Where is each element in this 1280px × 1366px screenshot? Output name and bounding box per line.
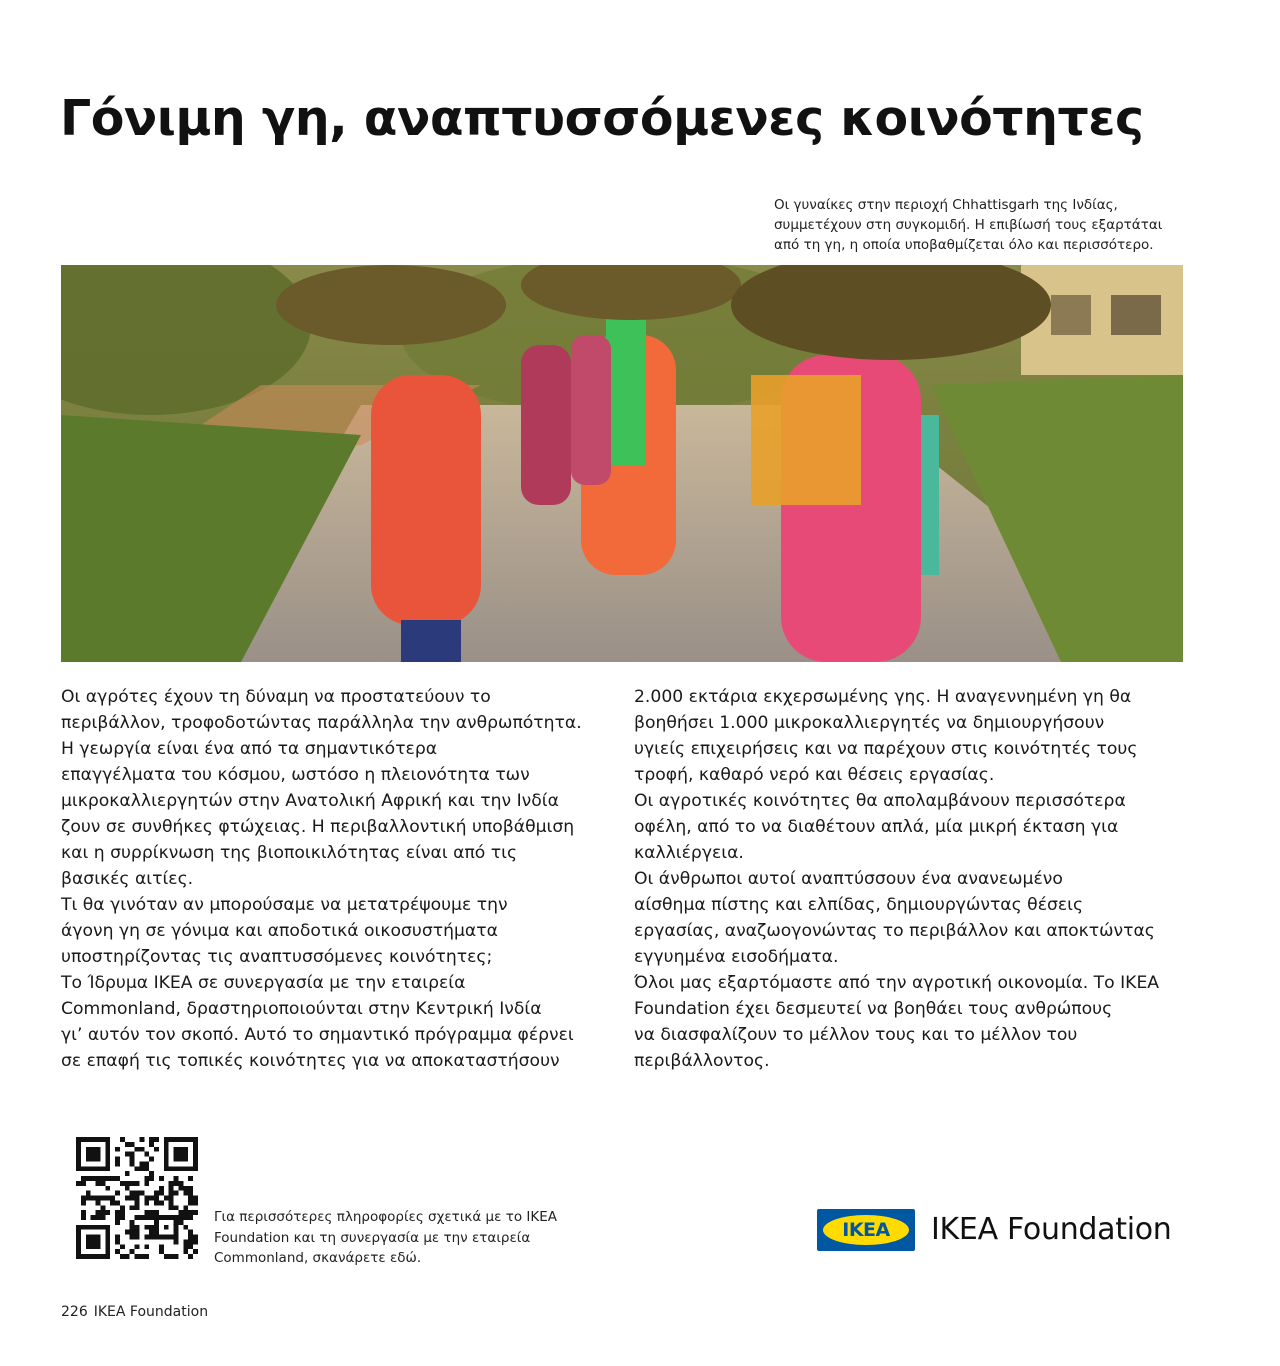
page-footer	[61, 1302, 208, 1322]
text-line: βασικές αιτίες.	[61, 869, 194, 889]
qr-caption-line: Foundation και τη συνεργασία με την εταιρεία	[214, 1229, 531, 1246]
text-line: Οι αγροτικές κοινότητες θα απολαμβάνουν περισσότερα	[634, 791, 1126, 811]
text-line: Οι άνθρωποι αυτοί αναπτύσσουν ένα ανανεωμένο	[634, 869, 1063, 889]
text-line: Commonland, δραστηριοποιούνται στην Κεντρική Ινδία	[61, 999, 542, 1019]
body-text-left	[61, 684, 616, 1074]
text-line: περιβάλλον, τροφοδοτώντας παράλληλα την ανθρωπότητα.	[61, 713, 582, 733]
text-line: και η συρρίκνωση της βιοποικιλότητας είναι από τις	[61, 843, 518, 863]
text-line: Το Ίδρυμα IKEA σε συνεργασία με την εταιρεία	[61, 973, 466, 993]
text-line: 2.000 εκτάρια εκχερσωμένης γης. Η αναγεννημένη γη θα	[634, 687, 1132, 707]
text-line: σε επαφή τις τοπικές κοινότητες για να αποκαταστήσουν	[61, 1051, 560, 1071]
logo-oval	[823, 1215, 909, 1245]
text-line: περιβάλλοντος.	[634, 1051, 770, 1071]
text-line: τροφή, καθαρό νερό και θέσεις εργασίας.	[634, 765, 995, 785]
text-line: Η γεωργία είναι ένα από τα σημαντικότερα	[61, 739, 438, 759]
hero-photo	[61, 265, 1183, 662]
text-line: άγονη γη σε γόνιμα και αποδοτικά οικοσυστήματα	[61, 921, 498, 941]
qr-code-icon[interactable]	[76, 1137, 198, 1259]
ikea-logo-icon	[817, 1209, 915, 1251]
caption-line: από τη γη, η οποία υποβαθμίζεται όλο και περισσότερο.	[774, 237, 1154, 253]
text-line: να διασφαλίζουν το μέλλον τους και το μέλλον του	[634, 1025, 1078, 1045]
caption-line: Οι γυναίκες στην περιοχή Chhattisgarh της Ινδίας,	[774, 197, 1118, 213]
text-line: οφέλη, από το να διαθέτουν απλά, μία μικρή έκταση για	[634, 817, 1119, 837]
foundation-name: IKEA Foundation	[931, 1212, 1172, 1247]
text-line: υγιείς επιχειρήσεις και να παρέχουν στις κοινότητές τους	[634, 739, 1138, 759]
women-harvest-photo	[61, 265, 1183, 662]
qr-caption-line: Για περισσότερες πληροφορίες σχετικά με το IKEA	[214, 1209, 557, 1225]
text-line: Όλοι μας εξαρτόμαστε από την αγροτική οικονομία. Το IKEA	[634, 973, 1160, 993]
body-text-right	[634, 684, 1194, 1074]
text-line: βοηθήσει 1.000 μικροκαλλιεργητές να δημιουργήσουν	[634, 713, 1105, 733]
photo-caption	[774, 195, 1194, 255]
text-line: Foundation έχει δεσμευτεί να βοηθάει τους ανθρώπους	[634, 999, 1113, 1019]
logo-text: IKEA	[842, 1219, 890, 1241]
text-line: Οι αγρότες έχουν τη δύναμη να προστατεύουν το	[61, 687, 491, 707]
page-title: Γόνιμη γη, αναπτυσσόμενες κοινότητες	[60, 90, 1144, 147]
page-number: 226	[61, 1304, 88, 1320]
text-line: Τι θα γινόταν αν μπορούσαμε να μετατρέψουμε την	[61, 895, 508, 915]
qr-caption	[214, 1207, 594, 1269]
text-line: καλλιέργεια.	[634, 843, 744, 863]
text-line: μικροκαλλιεργητών στην Ανατολική Αφρική και την Ινδία	[61, 791, 559, 811]
text-line: εργασίας, αναζωογονώντας το περιβάλλον και αποκτώντας	[634, 921, 1155, 941]
text-line: ζουν σε συνθήκες φτώχειας. Η περιβαλλοντική υποβάθμιση	[61, 817, 575, 837]
text-line: εγγυημένα εισοδήματα.	[634, 947, 839, 967]
footer-label: IKEA Foundation	[93, 1304, 209, 1320]
qr-caption-line: Commonland, σκανάρετε εδώ.	[214, 1250, 422, 1266]
text-line: γι’ αυτόν τον σκοπό. Αυτό το σημαντικό πρόγραμμα φέρνει	[61, 1025, 574, 1045]
text-line: επαγγέλματα του κόσμου, ωστόσο η πλειονότητα των	[61, 765, 530, 785]
text-line: αίσθημα πίστης και ελπίδας, δημιουργώντας θέσεις	[634, 895, 1084, 915]
text-line: υποστηρίζοντας τις αναπτυσσόμενες κοινότητες;	[61, 947, 493, 967]
caption-line: συμμετέχουν στη συγκομιδή. Η επιβίωσή τους εξαρτάται	[774, 217, 1163, 233]
